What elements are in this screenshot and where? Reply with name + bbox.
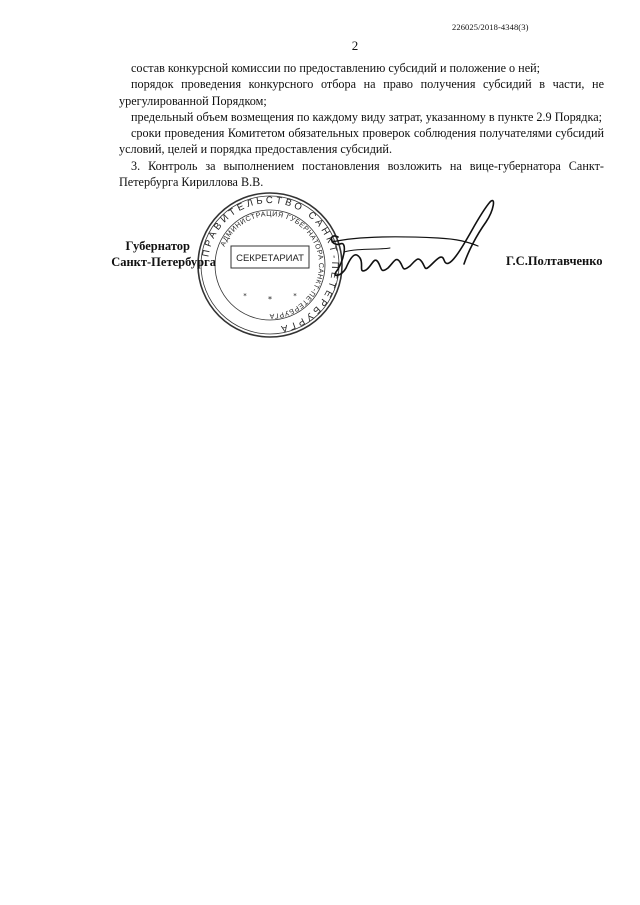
stamp-outer-text: ПРАВИТЕЛЬСТВО САНКТ-ПЕТЕРБУРГА bbox=[200, 194, 341, 335]
stamp-star-icon: * bbox=[268, 295, 272, 304]
signatory-title-line2: Санкт-Петербурга bbox=[111, 255, 216, 269]
document-body bbox=[119, 60, 604, 190]
paragraph: состав конкурсной комиссии по предоставлению субсидий и положение о ней; bbox=[131, 61, 541, 75]
stamp-star-icon: * bbox=[293, 292, 297, 300]
paragraph: порядок проведения конкурсного отбора на право получения субсидий в части, не урегулированной Порядком; bbox=[119, 77, 604, 108]
handwritten-signature bbox=[318, 192, 508, 292]
signatory-name: Г.С.Полтавченко bbox=[506, 254, 603, 268]
stamp-center-text: СЕКРЕТАРИАТ bbox=[236, 253, 304, 264]
stamp-star-icon: * bbox=[243, 292, 247, 300]
stamp-inner-text: АДМИНИСТРАЦИЯ ГУБЕРНАТОРА САНКТ-ПЕТЕРБУРГА bbox=[219, 210, 325, 320]
paragraph: 3. Контроль за выполнением постановления возложить на вице-губернатора Санкт-Петербурга Кириллова В.В. bbox=[119, 158, 604, 190]
document-id: 226025/2018-4348(3) bbox=[452, 22, 529, 32]
signatory-title-line1: Губернатор bbox=[125, 239, 190, 253]
paragraph: сроки проведения Комитетом обязательных проверок соблюдения получателями субсидий условий, целей и порядка предоставления субсидий. bbox=[119, 126, 604, 157]
signatory-title bbox=[106, 238, 216, 270]
page-number: 2 bbox=[351, 38, 359, 53]
paragraph: предельный объем возмещения по каждому виду затрат, указанному в пункте 2.9 Порядка; bbox=[131, 109, 603, 124]
